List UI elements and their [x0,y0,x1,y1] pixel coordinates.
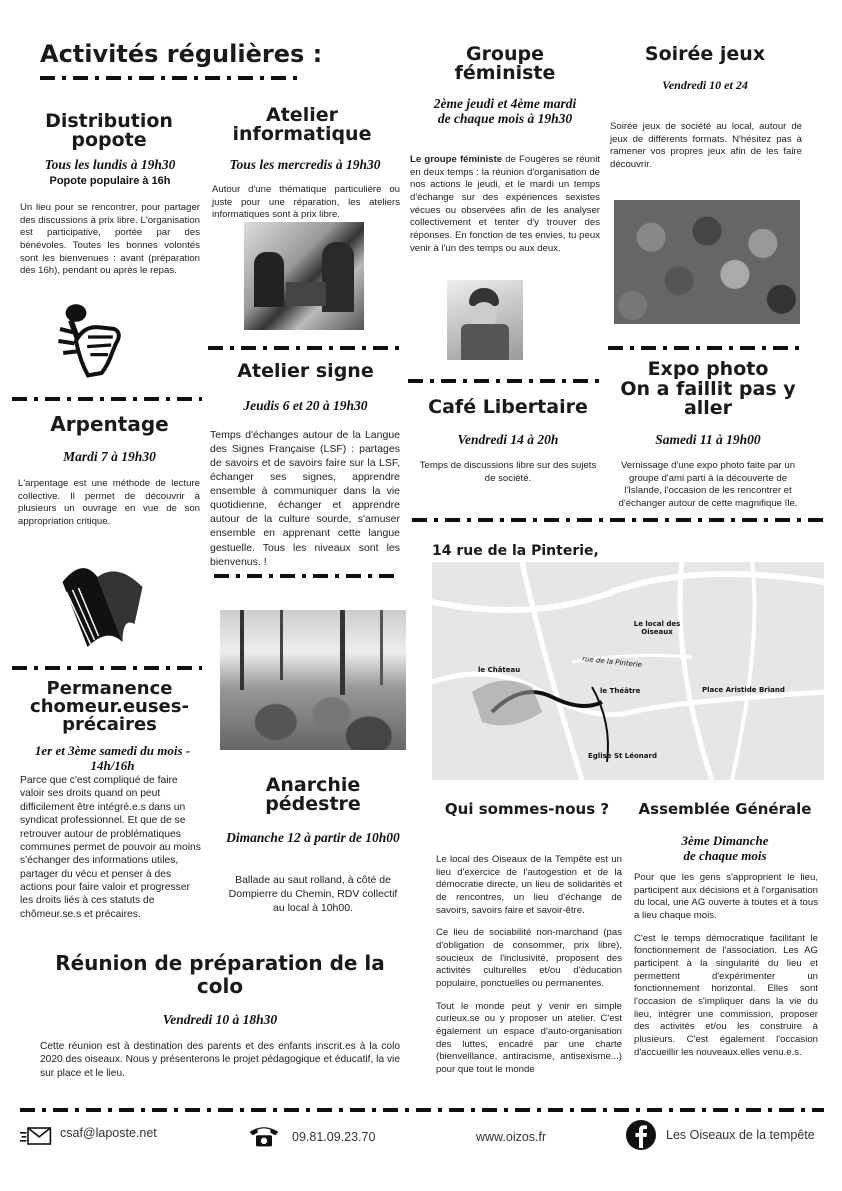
divider [40,76,300,80]
map-label-local: Le local des Oiseaux [633,620,681,636]
footer-divider [20,1108,824,1112]
map[interactable] [432,562,824,780]
cafe-when: Vendredi 14 à 20h [457,432,559,447]
footer-web[interactable]: www.oizos.fr [476,1130,547,1144]
book-icon [50,552,155,652]
footer-phone[interactable]: 09.81.09.23.70 [292,1130,376,1144]
expo-when: Samedi 11 à 19h00 [655,432,761,447]
permanence-title: Permanence chomeur.euses-précaires [30,678,189,735]
informatique-title: Atelier informatique [232,104,372,145]
signe-text: Temps d'échanges autour de la Langue des Signes Française (LSF) : partages de savoirs et de savoirs faire sur la LSF, échanger ses signes, apprendre ensemble à communiquer dans la vie quotidienne, échanger et apprendre autour de la culture sourde, s'amuser ensemble en apprenant cette langue gestuelle. Tous les niveaux sont les bienvenus. ! [210,429,400,568]
jeux-when: Vendredi 10 et 24 [662,78,748,92]
expo-text: Vernissage d'une expo photo faite par un groupe d'ami parti à la découverte de l'Islande, l'occasion de les rencontrer et d'échanger autour de cette magnifique île. [618,460,798,509]
signe-when: Jeudis 6 et 20 à 19h30 [243,398,368,413]
ag-p1: Pour que les gens s'approprient le lieu, participent aux décisions et à l'organisation du local, une AG ouverte à toutes et à tous a lieu chaque mois. [634,872,818,921]
jeux-text: Soirée jeux de société au local, autour de jeux de différents formats. N'hésitez pas à ramener vos propres jeux afin de les faire découvrir. [610,121,802,170]
anarchie-title: Anarchie pédestre [265,774,361,815]
fist-spoon-icon [52,292,132,382]
arpentage-text: L'arpentage est une méthode de lecture collective. Il permet de découvrir à plusieurs un ouvrage en vue de son appropriation critique. [18,478,200,527]
reunion-when: Vendredi 10 à 18h30 [162,1012,278,1027]
divider [412,518,824,522]
qui-p3: Tout le monde peut y venir en simple curieux.se ou y proposer un atelier. C'est également un espace d'auto-organisation des luttes, encadré par une charte (bienveillance, antiracisme, antisexisme...) pour que tout le monde [436,1000,622,1075]
envelope-icon [20,1126,52,1146]
divider [408,379,600,383]
expo-title-a: Expo photo [647,358,769,380]
qui-text [436,854,622,1077]
cafe-text: Temps de discussions libre sur des sujets de société. [419,460,597,484]
cafe-title: Café Libertaire [428,396,588,418]
informatique-text: Autour d'une thématique particulière ou juste pour une réparation, les ateliers informatiques sont à prix libre. [212,184,400,221]
popote-when: Tous les lundis à 19h30 [44,157,176,172]
ag-title: Assemblée Générale [638,800,812,818]
signe-title: Atelier signe [237,360,374,382]
expo-title-b: On a faillit pas y aller [620,378,796,419]
jeux-photo [614,200,800,324]
popote-title: Distribution popote [45,110,173,151]
popote-text: Un lieu pour se rencontrer, pour partager des discussions à prix libre. L'organisation est participative, portée par des bénévoles. Toutes les bonnes volontés sont les bienvenues : avant (préparation dès 16h), pendant ou après le repas. [20,202,200,277]
feministe-text [410,154,600,255]
reunion-title: Réunion de préparation de la colo [55,951,385,998]
feministe-lead: Le groupe féministe [410,154,503,165]
footer-email[interactable]: csaf@laposte.net [60,1126,157,1140]
divider [208,346,403,350]
arpentage-title: Arpentage [50,412,169,436]
reunion-text: Cette réunion est à destination des parents et des enfants inscrit.es à la colo 2020 des oiseaux. Nous y présenterons le projet pédagogique et éducatif, la vie sur place et le lieu. [40,1041,400,1079]
map-label-rue: rue de la Pinterie [581,654,643,670]
arpentage-when: Mardi 7 à 19h30 [63,449,156,464]
telephone-icon [248,1124,280,1148]
jeux-title: Soirée jeux [644,43,766,65]
feministe-photo [447,280,523,360]
map-label-theatre: le Théâtre [600,687,641,695]
divider [608,346,803,350]
permanence-text: Parce que c'est compliqué de faire valoir ses droits quand on peut difficilement être intégré.e.s dans un syndicat professionnel. Et que de se retrouver autour de problématiques communes permet de pouvoir au moins s'échanger des informations utiles, partager du vécu et penser à des actions pour faire valoir et progresser les droits liés à ces statuts de chômeur.se.s et précaires. [20,775,201,920]
map-label-place: Place Aristide Briand [702,686,785,694]
informatique-when: Tous les mercredis à 19h30 [229,157,381,172]
anarchie-text: Ballade au saut rolland, à côté de Dompierre du Chemin, RDV collectif au local à 10h00. [228,874,398,914]
feministe-body: de Fougères se réunit en deux temps : la réunion d'organisation de nos actions le jeudi, et le mardi un temps d'échange sur des expériences sexistes vécues ou observées afin de les analyser collectivement et tenter d'y trouver des réponses. En fonction de tes envies, tu peux venir à l'un des temps ou aux deux. [410,154,600,254]
qui-p2: Ce lieu de sociabilité non-marchand (pas d'obligation de consommer, prix libre), soucieux de l'inclusivité, proposent des activités culturelles et/ou d'éducation populaire, ponctuelles ou permanentes. [436,927,622,989]
page-title: Activités régulières : [40,40,323,68]
map-label-chateau: le Château [478,666,521,674]
qui-title: Qui sommes-nous ? [444,800,610,818]
footer-facebook[interactable]: Les Oiseaux de la tempête [666,1128,815,1142]
informatique-photo [244,222,364,330]
ag-when-b: de chaque mois [683,848,767,863]
anarchie-photo [220,610,406,750]
divider [12,666,202,670]
facebook-icon[interactable] [626,1120,656,1150]
permanence-when: 1er et 3ème samedi du mois - 14h/16h [34,743,191,773]
ag-when-a: 3ème Dimanche [681,833,769,848]
feministe-when-a: 2ème jeudi et 4ème mardi [433,96,577,111]
ag-text [634,872,818,1059]
qui-p1: Le local des Oiseaux de la Tempête est un lieu d'exercice de l'autogestion et de la démocratie directe, un lieu de solidarités et de rencontres, un lieu d'échange de savoirs, savoirs faire et savoir-être. [436,854,622,916]
feministe-when-b: de chaque mois à 19h30 [437,111,573,126]
divider [214,574,399,578]
divider [12,397,202,401]
address: 14 rue de la Pinterie, [432,543,599,559]
ag-p2: C'est le temps démocratique facilitant le fonctionnement de l'association. Les AG participent à la singularité du lieu et permettent d'expérimenter un fonctionnement horizontal. Elles sont l'occasion de s'impliquer dans la vie du lieu, intégrer une commission, proposer des activités et/ou les construire à plusieurs. C'est également l'occasion d'accueillir les nouveaux.elles venu.e.s. [634,932,818,1058]
popote-sub: Popote populaire à 16h [49,175,171,187]
feministe-title: Groupe féministe [454,43,556,84]
map-label-eglise: Eglise St Léonard [588,752,657,760]
anarchie-when: Dimanche 12 à partir de 10h00 [226,830,400,845]
